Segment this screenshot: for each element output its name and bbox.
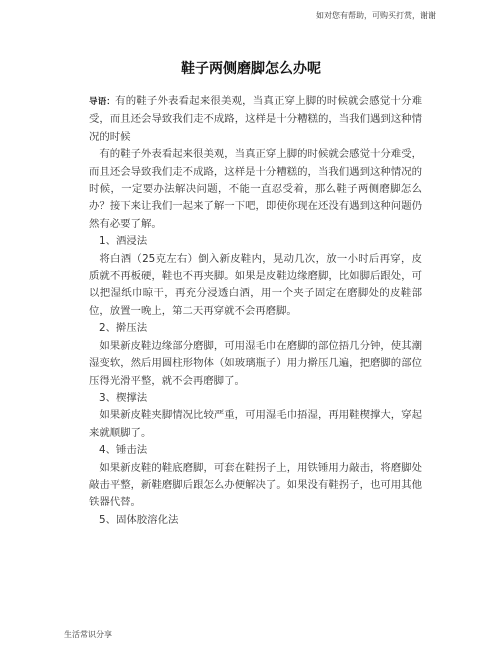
- section-body-2: 如果新皮鞋边缘部分磨脚，可用湿毛巾在磨脚的部位捂几分钟，使其潮湿变软，然后用圆柱形物体（如玻璃瓶子）用力擀压几遍，把磨脚的部位压得光滑平整，就不会再磨脚了。: [89, 339, 422, 387]
- section-heading-4: 4、锤击法: [99, 444, 148, 457]
- section-heading-3: 3、楔撑法: [99, 391, 148, 404]
- section-body-4: 如果新皮鞋的鞋底磨脚，可套在鞋拐子上，用铁锤用力敲击，将磨脚处敲击平整，新鞋磨脚后跟怎么办便解决了。如果没有鞋拐子，也可用其他铁器代替。: [89, 461, 422, 509]
- section-heading-2: 2、擀压法: [99, 322, 148, 335]
- intro-paragraph: [89, 93, 422, 146]
- intro-text: 有的鞋子外表看起来很美观，当真正穿上脚的时候就会感觉十分难受，而且还会导致我们走不成路，这样是十分糟糕的，当我们遇到这种情况的时候: [89, 95, 422, 143]
- section-body-1: 将白酒（25克左右）倒入新皮鞋内，晃动几次，放一小时后再穿，皮质就不再板硬，鞋也不再夹脚。如果是皮鞋边缘磨脚，比如脚后跟处，可以把湿纸巾晾干，再充分浸透白酒，用一个夹子固定在磨脚处的皮鞋部位，放置一晚上，第二天再穿就不会再磨脚。: [89, 252, 422, 317]
- body-paragraph: 有的鞋子外表看起来很美观，当真正穿上脚的时候就会感觉十分难受，而且还会导致我们走不成路，这样是十分糟糕的，当我们遇到这种情况的时候，一定要办法解决问题，不能一直忍受着，那么鞋子两侧磨脚怎么办？接下来让我们一起来了解一下吧，即使你现在还没有遇到这种问题仍然有必要了解。: [89, 148, 422, 230]
- page-title: 鞋子两侧磨脚怎么办呢: [181, 61, 321, 77]
- footer-note: 生活常识分享: [64, 630, 112, 639]
- intro-label: 导语：: [89, 97, 116, 107]
- section-heading-5: 5、固体胶溶化法: [99, 513, 179, 526]
- section-body-3: 如果新皮鞋夹脚情况比较严重，可用湿毛巾捂湿，再用鞋楔撑大，穿起来就顺脚了。: [89, 409, 422, 439]
- article-body: [89, 93, 422, 529]
- section-heading-1: 1、酒浸法: [99, 235, 148, 248]
- header-note: 如对您有帮助，可购买打赏，谢谢: [316, 11, 436, 20]
